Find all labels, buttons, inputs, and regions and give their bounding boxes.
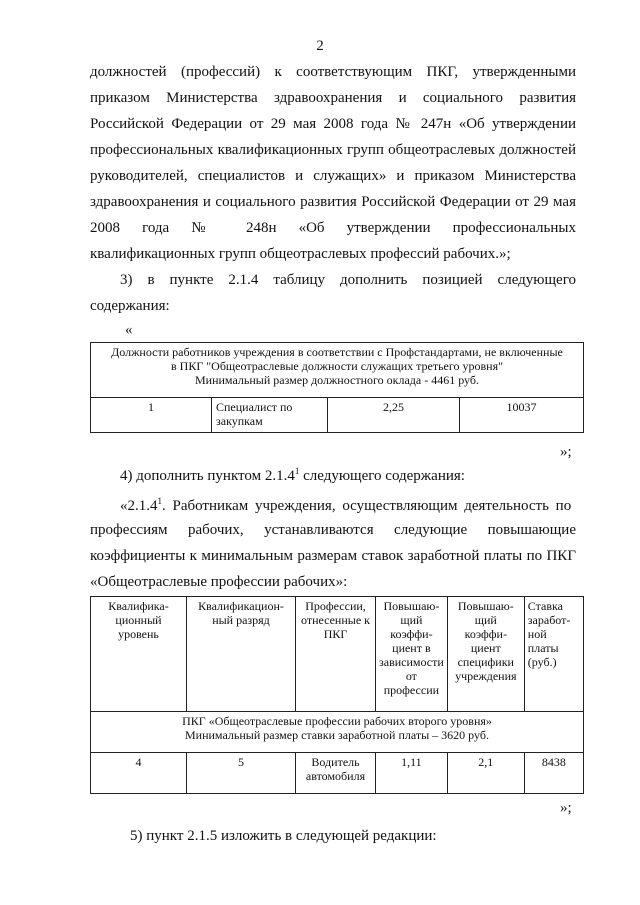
header-line: учреждения	[455, 669, 517, 683]
paragraph-214-text: «2.1.4	[120, 498, 158, 514]
header-line: (руб.)	[527, 655, 557, 669]
header-line: щий	[474, 613, 497, 627]
item-4-superscript: 1	[294, 466, 300, 476]
table-header-line: Должности работников учреждения в соответствии с Профстандартами, не включенные	[111, 345, 563, 359]
group-header	[91, 712, 584, 753]
header-qual-grade	[187, 597, 296, 712]
paragraph-line: профессиональных квалификационных групп общеотраслевых должностей	[90, 142, 576, 158]
header-line: коэффи-	[390, 627, 433, 641]
paragraph-line: коэффициенты к минимальным размерам ставок заработной платы по ПКГ	[90, 548, 576, 564]
close-quote: »;	[560, 800, 572, 816]
rates-table	[90, 596, 584, 794]
item-4-text: следующего содержания:	[299, 468, 465, 484]
header-line: Квалифика-	[108, 599, 169, 613]
profession-line: автомобиля	[305, 769, 366, 783]
header-qual-level	[91, 597, 187, 712]
header-line: Повышаю-	[457, 599, 514, 613]
paragraph-line: руководителей, специалистов и служащих» и приказом Министерства	[90, 168, 576, 184]
group-row	[91, 712, 584, 753]
paragraph-line: здравоохранения и социального развития Российской Федерации от 29 мая	[90, 194, 576, 210]
header-line: отнесенные к	[301, 613, 370, 627]
profession-cell	[296, 753, 376, 794]
level-cell: 4	[91, 753, 187, 794]
group-line: Минимальный размер ставки заработной платы – 3620 руб.	[185, 728, 489, 742]
item-3-line: содержания:	[90, 298, 170, 314]
coef-profession-cell: 1,11	[376, 753, 448, 794]
item-3-line: 3) в пункте 2.1.4 таблицу дополнить позицией следующего	[120, 272, 576, 288]
paragraph-line: должностей (профессий) к соответствующим ПКГ, утвержденными	[90, 64, 576, 80]
header-line: уровень	[118, 627, 159, 641]
header-profession	[296, 597, 376, 712]
group-line: ПКГ «Общеотраслевые профессии рабочих второго уровня»	[182, 714, 492, 728]
open-quote: «	[125, 322, 133, 338]
paragraph-214-text: . Работникам учреждения, осуществляющим деятельность по	[162, 498, 572, 514]
header-line: циент в	[392, 641, 431, 655]
coefficient-cell: 2,25	[328, 398, 460, 433]
header-line: Квалификацион-	[198, 599, 284, 613]
header-line: Повышаю-	[383, 599, 440, 613]
paragraph-214-superscript: 1	[157, 496, 162, 506]
paragraph-line: Российской Федерации от 29 мая 2008 года № 247н «Об утверждении	[90, 116, 576, 132]
header-coef-institution	[447, 597, 524, 712]
table-row	[91, 398, 584, 433]
position-name-line: Специалист по	[216, 400, 293, 414]
coef-institution-cell: 2,1	[447, 753, 524, 794]
salary-cell: 8438	[524, 753, 583, 794]
paragraph-line: квалификационных групп общеотраслевых профессий рабочих.»;	[90, 246, 511, 262]
header-line: ционный	[115, 613, 162, 627]
table-header-row	[91, 597, 584, 712]
page-number: 2	[316, 38, 324, 54]
header-line: щий	[400, 613, 423, 627]
profession-line: Водитель	[311, 755, 360, 769]
header-line: специфики	[457, 655, 514, 669]
header-coef-profession	[376, 597, 448, 712]
header-line: Профессии,	[305, 599, 366, 613]
paragraph-line: приказом Министерства здравоохранения и социального развития	[90, 90, 576, 106]
item-4	[120, 466, 576, 485]
header-line: зависимости	[379, 655, 444, 669]
paragraph-line: «Общеотраслевые профессии рабочих»:	[90, 574, 348, 590]
table-row	[91, 753, 584, 794]
paragraph-line: профессиям рабочих, устанавливаются следующие повышающие	[90, 522, 576, 538]
table-header	[91, 343, 584, 398]
close-quote: »;	[560, 444, 572, 460]
header-line: ПКГ	[323, 627, 348, 641]
header-line: Ставка	[527, 599, 563, 613]
positions-table	[90, 342, 584, 433]
grade-cell: 5	[187, 753, 296, 794]
header-line: ный разряд	[212, 613, 270, 627]
paragraph-214-first	[120, 496, 576, 515]
header-line: циент	[470, 641, 501, 655]
header-salary-rate	[524, 597, 583, 712]
header-line: профессии	[383, 683, 440, 697]
position-name-line: закупкам	[216, 414, 263, 428]
position-name	[212, 398, 328, 433]
salary-cell: 10037	[460, 398, 584, 433]
row-number: 1	[91, 398, 212, 433]
item-4-text: 4) дополнить пунктом 2.1.4	[120, 468, 295, 484]
header-line: коэффи-	[464, 627, 507, 641]
header-line: платы	[527, 641, 559, 655]
header-line: ной	[527, 627, 547, 641]
paragraph-line: 2008 года № 248н «Об утверждении профессиональных	[90, 220, 576, 236]
item-5: 5) пункт 2.1.5 изложить в следующей редакции:	[130, 828, 437, 844]
table-header-line: Минимальный размер должностного оклада - 4461 руб.	[195, 373, 479, 387]
table-header-line: в ПКГ "Общеотраслевые должности служащих третьего уровня"	[170, 359, 504, 373]
header-line: от	[405, 669, 417, 683]
header-line: заработ-	[527, 613, 571, 627]
